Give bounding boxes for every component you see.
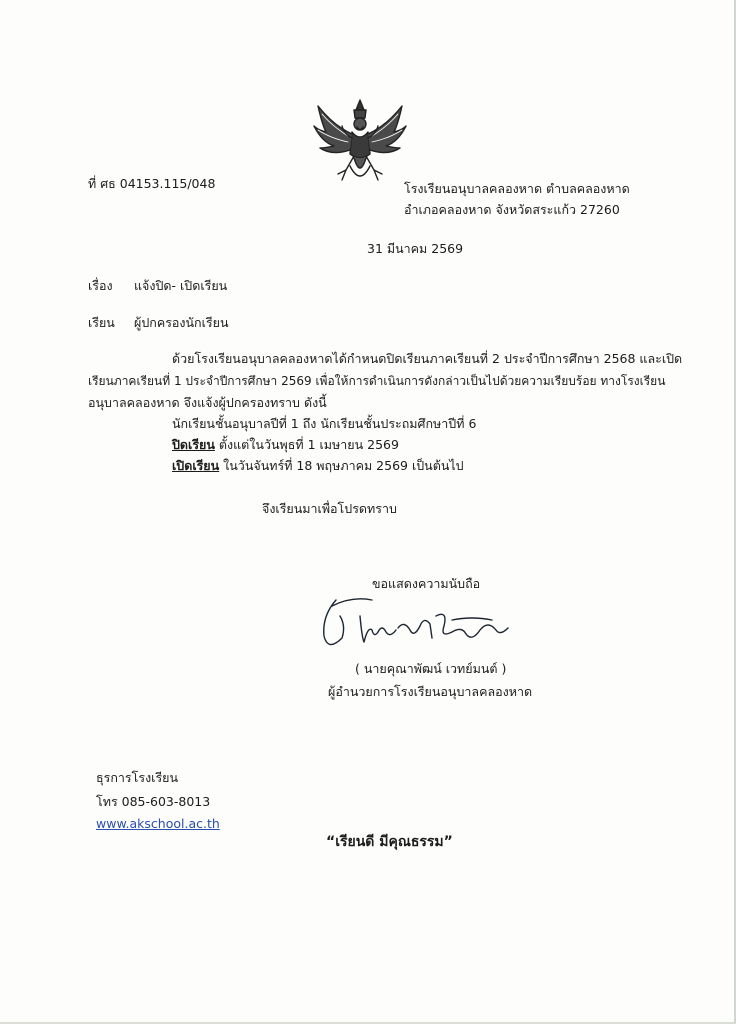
body-line-2: เรียนภาคเรียนที่ 1 ประจำปีการศึกษา 2569 เพื่อให้การดำเนินการดังกล่าวเป็นไปด้วยความเรียบร้อย ทางโรงเรียน — [88, 374, 666, 388]
reference-number: ที่ ศธ 04153.115/048 — [88, 176, 216, 191]
school-address-line1: โรงเรียนอนุบาลคลองหาด ตำบลคลองหาด — [404, 181, 630, 196]
office-label: ธุรการโรงเรียน — [96, 770, 179, 785]
close-line — [172, 437, 399, 453]
open-text: ในวันจันทร์ที่ 18 พฤษภาคม 2569 เป็นต้นไป — [219, 458, 464, 473]
close-label: ปิดเรียน — [172, 437, 215, 452]
open-line — [172, 458, 464, 474]
open-label: เปิดเรียน — [172, 458, 220, 473]
letter-date: 31 มีนาคม 2569 — [367, 241, 464, 256]
body-line-1: ด้วยโรงเรียนอนุบาลคลองหาดได้กำหนดปิดเรียนภาคเรียนที่ 2 ประจำปีการศึกษา 2568 และเปิด — [172, 351, 683, 366]
signatory-name: ( นายคุณาพัฒน์ เวทย์มนต์ ) — [355, 661, 507, 676]
phone-number: โทร 085-603-8013 — [96, 794, 211, 809]
body-line-3: อนุบาลคลองหาด จึงแจ้งผู้ปกครองทราบ ดังนี้ — [88, 395, 327, 410]
signature-icon — [312, 586, 522, 658]
close-text: ตั้งแต่ในวันพุธที่ 1 เมษายน 2569 — [214, 437, 399, 452]
regards-text: ขอแสดงความนับถือ — [372, 576, 481, 591]
subject-label: เรื่อง — [88, 278, 113, 293]
recipient-text: ผู้ปกครองนักเรียน — [134, 315, 229, 330]
subject-text: แจ้งปิด- เปิดเรียน — [134, 278, 228, 293]
recipient-label: เรียน — [88, 315, 115, 330]
website-link[interactable]: www.akschool.ac.th — [96, 816, 220, 831]
school-address-line2: อำเภอคลองหาด จังหวัดสระแก้ว 27260 — [404, 202, 620, 217]
garuda-emblem-icon — [312, 96, 408, 186]
closing-text: จึงเรียนมาเพื่อโปรดทราบ — [262, 501, 397, 516]
signatory-position: ผู้อำนวยการโรงเรียนอนุบาลคลองหาด — [328, 684, 533, 699]
school-motto: “เรียนดี มีคุณธรรม” — [326, 834, 453, 850]
grades-line: นักเรียนชั้นอนุบาลปีที่ 1 ถึง นักเรียนชั้นประถมศึกษาปีที่ 6 — [172, 416, 477, 431]
